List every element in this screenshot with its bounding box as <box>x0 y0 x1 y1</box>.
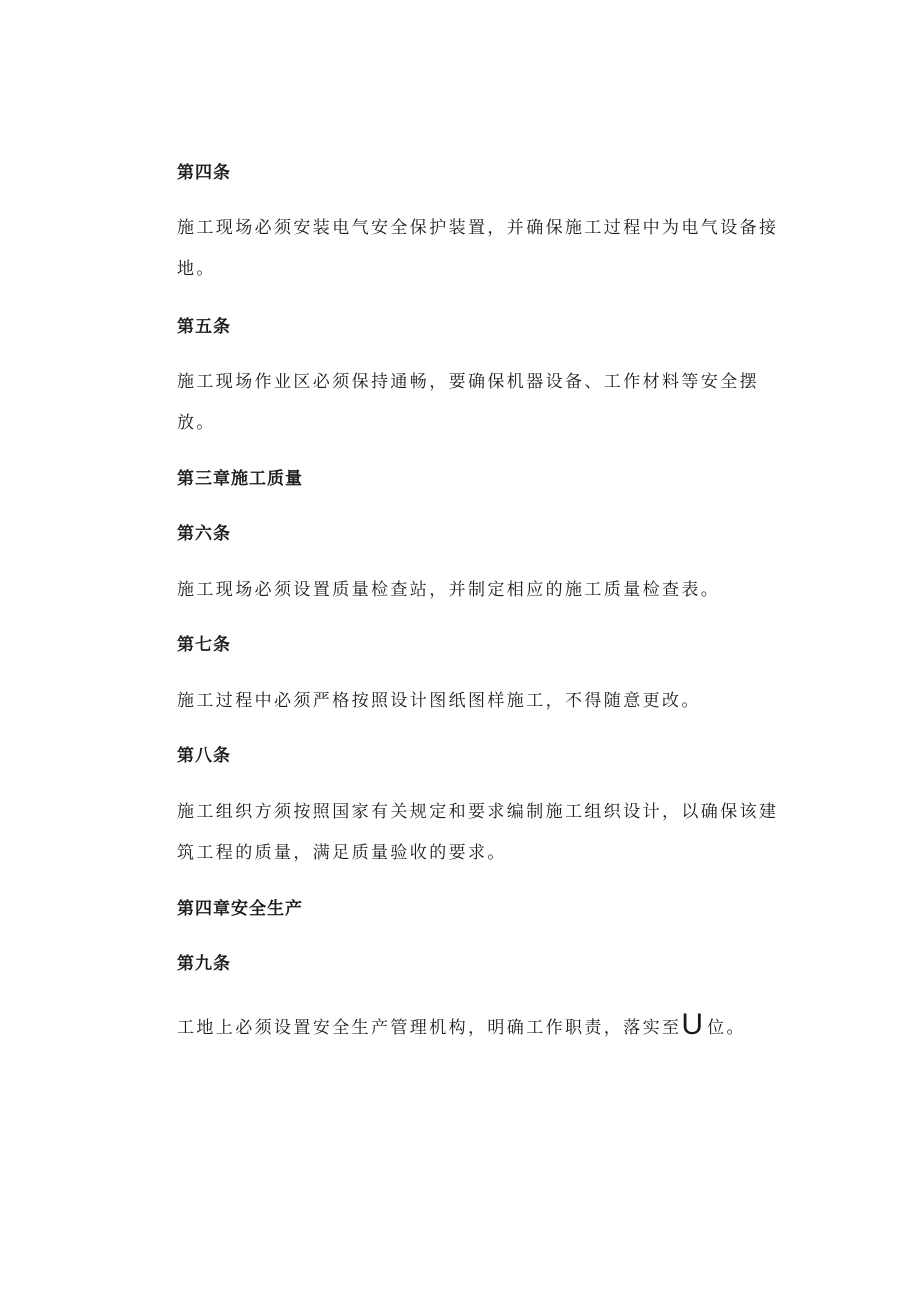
chapter-4-heading: 第四章安全生产 <box>177 899 303 919</box>
chapter-3-heading: 第三章施工质量 <box>177 469 303 489</box>
article-8-text-line-2: 筑工程的质量，满足质量验收的要求。 <box>177 843 507 863</box>
article-4-text-line-1: 施工现场必须安装电气安全保护装置，并确保施工过程中为电气设备接 <box>177 218 779 238</box>
article-8-text-line-1: 施工组织方须按照国家有关规定和要求编制施工组织设计，以确保该建 <box>177 802 779 822</box>
article-6-text: 施工现场必须设置质量检查站，并制定相应的施工质量检查表。 <box>177 580 721 600</box>
article-7-heading: 第七条 <box>177 635 231 655</box>
article-7-text: 施工过程中必须严格按照设计图纸图样施工，不得随意更改。 <box>177 691 701 711</box>
article-4-text-line-2: 地。 <box>177 259 216 279</box>
article-5-text-line-2: 放。 <box>177 413 216 433</box>
article-5-text-line-1: 施工现场作业区必须保持通畅，要确保机器设备、工作材料等安全摆 <box>177 372 759 392</box>
article-6-heading: 第六条 <box>177 524 231 544</box>
article-9-big-letter: U <box>681 1008 704 1041</box>
article-9-text <box>177 1008 746 1041</box>
article-8-heading: 第八条 <box>177 746 231 766</box>
article-9-heading: 第九条 <box>177 954 231 974</box>
article-5-heading: 第五条 <box>177 317 231 337</box>
article-4-heading: 第四条 <box>177 163 231 183</box>
article-9-text-after: 位。 <box>707 1018 746 1038</box>
article-9-text-before: 工地上必须设置安全生产管理机构，明确工作职责，落实至 <box>177 1018 682 1038</box>
